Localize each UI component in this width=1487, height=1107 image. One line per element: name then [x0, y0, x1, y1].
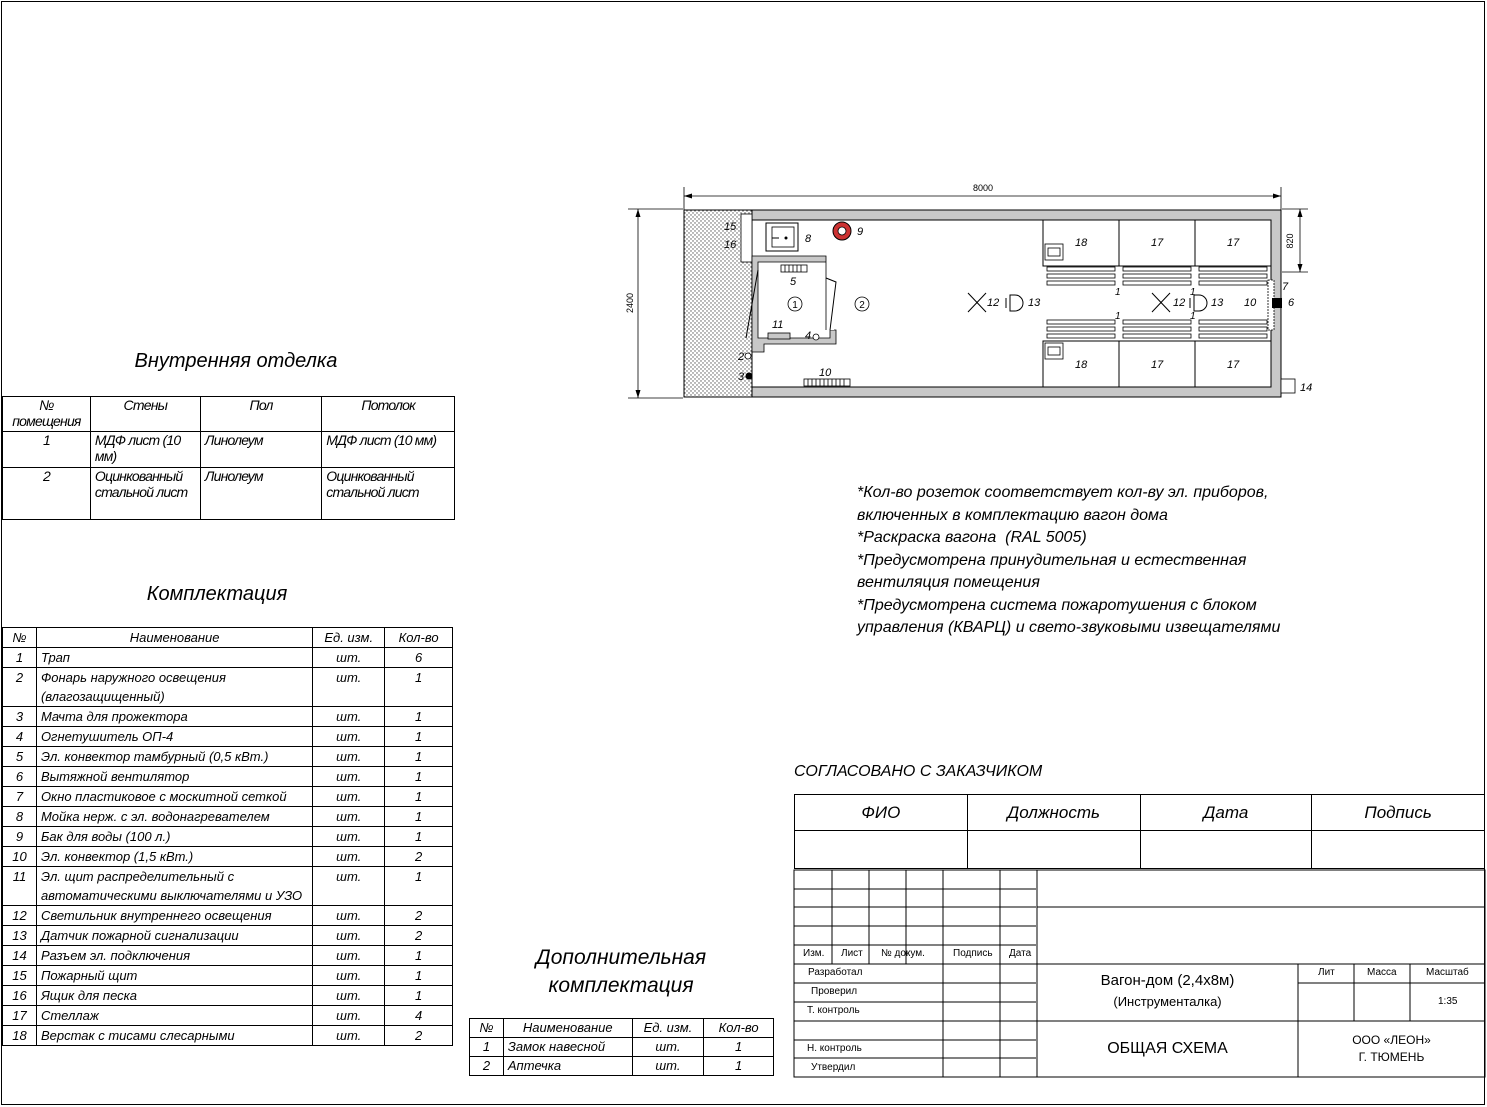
kit-cell: 1: [385, 827, 453, 847]
kit-cell: Огнетушитель ОП-4: [36, 727, 312, 747]
item-15: 15: [724, 221, 737, 233]
kit-cell: Ящик для песка: [36, 986, 312, 1006]
kit-cell: Эл. щит распределительный с автоматическими выключателями и УЗО: [36, 867, 312, 906]
item-10b: 10: [1244, 297, 1257, 309]
kit-cell: 2: [3, 668, 37, 707]
item-17-br: 17: [1227, 359, 1240, 371]
extra-cell: шт.: [632, 1038, 704, 1057]
table-row: [3, 432, 455, 468]
kit-cell: 1: [385, 707, 453, 727]
exhaust-fan: [1272, 298, 1282, 308]
kit-cell: Мачта для прожектора: [36, 707, 312, 727]
item-16: 16: [724, 239, 737, 251]
extra-table: [469, 1018, 774, 1076]
kit-cell: Окно пластиковое с москитной сеткой: [36, 787, 312, 807]
item-17-bl: 17: [1151, 359, 1164, 371]
finish-cell: 2: [3, 468, 91, 520]
kit-cell: 12: [3, 906, 37, 926]
extra-cell: 1: [704, 1038, 774, 1057]
kit-cell: Датчик пожарной сигнализации: [36, 926, 312, 946]
kit-cell: 17: [3, 1006, 37, 1026]
finish-header-ceiling: Потолок: [322, 397, 455, 432]
kit-cell: 1: [385, 767, 453, 787]
extra-header: Наименование: [503, 1019, 632, 1038]
approval-title: СОГЛАСОВАНО С ЗАКАЗЧИКОМ: [794, 763, 1043, 780]
kit-cell: 10: [3, 847, 37, 867]
kit-cell: 1: [385, 787, 453, 807]
tb-city: Г. ТЮМЕНЬ: [1358, 1050, 1425, 1064]
kit-header-row: [3, 628, 453, 648]
kit-cell: шт.: [313, 807, 385, 827]
kit-cell: шт.: [313, 827, 385, 847]
kit-cell: 2: [385, 926, 453, 946]
kit-cell: 1: [385, 867, 453, 906]
kit-cell: 1: [3, 648, 37, 668]
kit-cell: шт.: [313, 707, 385, 727]
tb-drawing-name: ОБЩАЯ СХЕМА: [1107, 1040, 1228, 1057]
table-row: [470, 1038, 774, 1057]
note-paint: *Раскраска вагона (RAL 5005): [857, 529, 1087, 546]
kit-cell: Стеллаж: [36, 1006, 312, 1026]
item-12a: 12: [987, 297, 1000, 309]
table-row: [3, 807, 453, 827]
approval-name-field[interactable]: [795, 831, 968, 869]
kit-cell: 2: [385, 906, 453, 926]
table-row: [3, 986, 453, 1006]
kit-table: [2, 627, 453, 1046]
note-fire: *Предусмотрена система пожаротушения с блоком управления (КВАРЦ) и свето-звуковыми извещателями: [857, 596, 1281, 636]
kit-cell: 11: [3, 867, 37, 906]
kit-cell: 7: [3, 787, 37, 807]
dim-depth: 820: [1285, 233, 1295, 249]
item-14: 14: [1300, 382, 1313, 394]
approval-date-field[interactable]: [1140, 831, 1312, 869]
kit-header: Кол-во: [385, 628, 453, 648]
extra-header: №: [470, 1019, 504, 1038]
kit-cell: 18: [3, 1026, 37, 1046]
kit-cell: 2: [385, 847, 453, 867]
kit-cell: Эл. конвектор тамбурный (0,5 кВт.): [36, 747, 312, 767]
item-4: 4: [805, 330, 812, 342]
kit-cell: 8: [3, 807, 37, 827]
table-row: [3, 468, 455, 520]
tb-role-checked: Проверил: [811, 986, 858, 997]
approval-position-field[interactable]: [967, 831, 1140, 869]
kit-cell: 6: [385, 648, 453, 668]
approval-table: [794, 794, 1485, 869]
item-13b: 13: [1211, 297, 1224, 309]
kit-cell: 1: [385, 946, 453, 966]
finish-title: Внутренняя отделка: [134, 350, 338, 372]
kit-cell: Мойка нерж. с эл. водонагревателем: [36, 807, 312, 827]
item-9: 9: [857, 226, 864, 238]
item-1c: 1: [1190, 287, 1196, 298]
table-row: [3, 966, 453, 986]
item-11: 11: [772, 319, 784, 331]
kit-cell: шт.: [313, 946, 385, 966]
kit-cell: 1: [385, 807, 453, 827]
tb-product: Вагон-дом (2,4х8м): [1100, 972, 1235, 989]
table-row: [3, 946, 453, 966]
kit-cell: Эл. конвектор (1,5 кВт.): [36, 847, 312, 867]
kit-cell: шт.: [313, 727, 385, 747]
extra-header-row: [470, 1019, 774, 1038]
kit-cell: Трап: [36, 648, 312, 668]
tb-scale-label: Масштаб: [1426, 967, 1469, 978]
kit-cell: Разъем эл. подключения: [36, 946, 312, 966]
table-row: [3, 668, 453, 707]
finish-cell: 1: [3, 432, 91, 468]
extra-header: Ед. изм.: [632, 1019, 704, 1038]
kit-cell: 14: [3, 946, 37, 966]
kit-header: №: [3, 628, 37, 648]
kit-cell: шт.: [313, 787, 385, 807]
extra-cell: 1: [470, 1038, 504, 1057]
approval-signature-field[interactable]: [1312, 831, 1485, 869]
finish-cell: МДФ лист (10 мм): [90, 432, 200, 468]
item-18-bottom: 18: [1075, 359, 1088, 371]
finish-header-room: № помещения: [3, 397, 91, 432]
approval-header-signature: Подпись: [1312, 795, 1485, 831]
tb-role-norm-control: Н. контроль: [807, 1043, 862, 1054]
item-10: 10: [819, 367, 832, 379]
tb-stage: Лит: [1318, 967, 1335, 978]
finish-header-walls: Стены: [90, 397, 200, 432]
item-6: 6: [1288, 297, 1295, 309]
kit-cell: шт.: [313, 986, 385, 1006]
approval-header-name: ФИО: [795, 795, 968, 831]
kit-cell: шт.: [313, 648, 385, 668]
kit-cell: 2: [385, 1026, 453, 1046]
item-1b: 1: [1115, 311, 1121, 322]
item-3: 3: [738, 371, 745, 383]
table-row: [3, 906, 453, 926]
kit-cell: шт.: [313, 966, 385, 986]
tb-col-change: Изм.: [803, 948, 825, 959]
room-2-label: 2: [859, 300, 865, 311]
extra-title: Дополнительная комплектация: [535, 946, 707, 997]
kit-cell: Бак для воды (100 л.): [36, 827, 312, 847]
kit-cell: шт.: [313, 1006, 385, 1026]
kit-cell: 13: [3, 926, 37, 946]
kit-cell: 4: [385, 1006, 453, 1026]
kit-cell: 1: [385, 986, 453, 1006]
kit-cell: шт.: [313, 906, 385, 926]
kit-cell: Фонарь наружного освещения (влагозащищенный): [36, 668, 312, 707]
table-row: [3, 767, 453, 787]
item-18-top: 18: [1075, 237, 1088, 249]
tb-role-approved: Утвердил: [811, 1062, 856, 1073]
extra-cell: 1: [704, 1057, 774, 1076]
table-row: [470, 1057, 774, 1076]
item-7: 7: [1282, 281, 1289, 293]
kit-cell: 4: [3, 727, 37, 747]
item-8: 8: [805, 233, 812, 245]
tb-role-tech-control: Т. контроль: [807, 1005, 860, 1016]
finish-cell: Линолеум: [200, 468, 322, 520]
ladder-group: [1047, 267, 1267, 338]
extra-cell: шт.: [632, 1057, 704, 1076]
item-13a: 13: [1028, 297, 1041, 309]
table-row: [3, 867, 453, 906]
kit-cell: 1: [385, 727, 453, 747]
kit-cell: Светильник внутреннего освещения: [36, 906, 312, 926]
kit-cell: шт.: [313, 747, 385, 767]
tb-col-sheet: Лист: [841, 948, 863, 959]
kit-cell: 3: [3, 707, 37, 727]
kit-header: Ед. изм.: [313, 628, 385, 648]
kit-cell: шт.: [313, 867, 385, 906]
door-convector: [781, 265, 807, 272]
kit-cell: шт.: [313, 1026, 385, 1046]
kit-cell: 1: [385, 668, 453, 707]
table-row: [3, 1026, 453, 1046]
dim-width: 2400: [625, 292, 635, 314]
notes: [857, 482, 1297, 640]
kit-cell: 5: [3, 747, 37, 767]
kit-cell: 1: [385, 966, 453, 986]
table-row: [3, 707, 453, 727]
finish-header-floor: Пол: [200, 397, 322, 432]
tb-role-developed: Разработал: [808, 967, 863, 978]
table-row: [3, 727, 453, 747]
floor-plan: [620, 175, 1313, 410]
extra-cell: Замок навесной: [503, 1038, 632, 1057]
kit-cell: шт.: [313, 767, 385, 787]
kit-title: Комплектация: [146, 583, 288, 605]
table-row: [3, 747, 453, 767]
finish-table: [2, 396, 455, 520]
item-1d: 1: [1190, 311, 1196, 322]
extra-header: Кол-во: [704, 1019, 774, 1038]
tb-scale-value: 1:35: [1438, 996, 1458, 1007]
tb-col-signature: Подпись: [953, 948, 993, 959]
kit-cell: шт.: [313, 847, 385, 867]
kit-cell: 15: [3, 966, 37, 986]
kit-cell: 6: [3, 767, 37, 787]
tb-col-date: Дата: [1009, 948, 1032, 959]
table-row: [3, 787, 453, 807]
finish-cell: Оцинкованный стальной лист: [322, 468, 455, 520]
kit-cell: Верстак с тисами слесарными: [36, 1026, 312, 1046]
wall-convector: [804, 379, 850, 386]
finish-cell: Оцинкованный стальной лист: [90, 468, 200, 520]
item-17-tl: 17: [1151, 237, 1164, 249]
item-5: 5: [790, 276, 797, 288]
tb-col-doc: № докум.: [881, 948, 925, 959]
room-1-label: 1: [792, 300, 798, 311]
kit-header: Наименование: [36, 628, 312, 648]
electrical-panel: [768, 333, 790, 339]
item-17-tr: 17: [1227, 237, 1240, 249]
kit-cell: шт.: [313, 926, 385, 946]
extra-cell: Аптечка: [503, 1057, 632, 1076]
tb-product-sub: (Инструменталка): [1113, 994, 1222, 1009]
finish-cell: Линолеум: [200, 432, 322, 468]
table-row: [3, 847, 453, 867]
note-ventilation: *Предусмотрена принудительная и естественная вентиляция помещения: [857, 551, 1251, 591]
approval-header-date: Дата: [1140, 795, 1312, 831]
kit-cell: Вытяжной вентилятор: [36, 767, 312, 787]
kit-cell: 16: [3, 986, 37, 1006]
item-2: 2: [738, 351, 745, 363]
item-1a: 1: [1115, 287, 1121, 298]
connector: [1281, 379, 1295, 393]
tb-mass: Масса: [1367, 967, 1397, 978]
item-12b: 12: [1173, 297, 1186, 309]
finish-cell: МДФ лист (10 мм): [322, 432, 455, 468]
note-sockets: *Кол-во розеток соответствует кол-ву эл. приборов, включенных в комплектацию вагон дома: [857, 484, 1273, 524]
approval-header-position: Должность: [967, 795, 1140, 831]
extra-cell: 2: [470, 1057, 504, 1076]
kit-cell: шт.: [313, 668, 385, 707]
dim-length: 8000: [972, 183, 994, 193]
table-row: [3, 1006, 453, 1026]
kit-cell: Пожарный щит: [36, 966, 312, 986]
table-row: [3, 827, 453, 847]
table-row: [3, 648, 453, 668]
tb-company: ООО «ЛЕОН»: [1352, 1033, 1431, 1047]
kit-cell: 1: [385, 747, 453, 767]
table-row: [3, 926, 453, 946]
kit-cell: 9: [3, 827, 37, 847]
